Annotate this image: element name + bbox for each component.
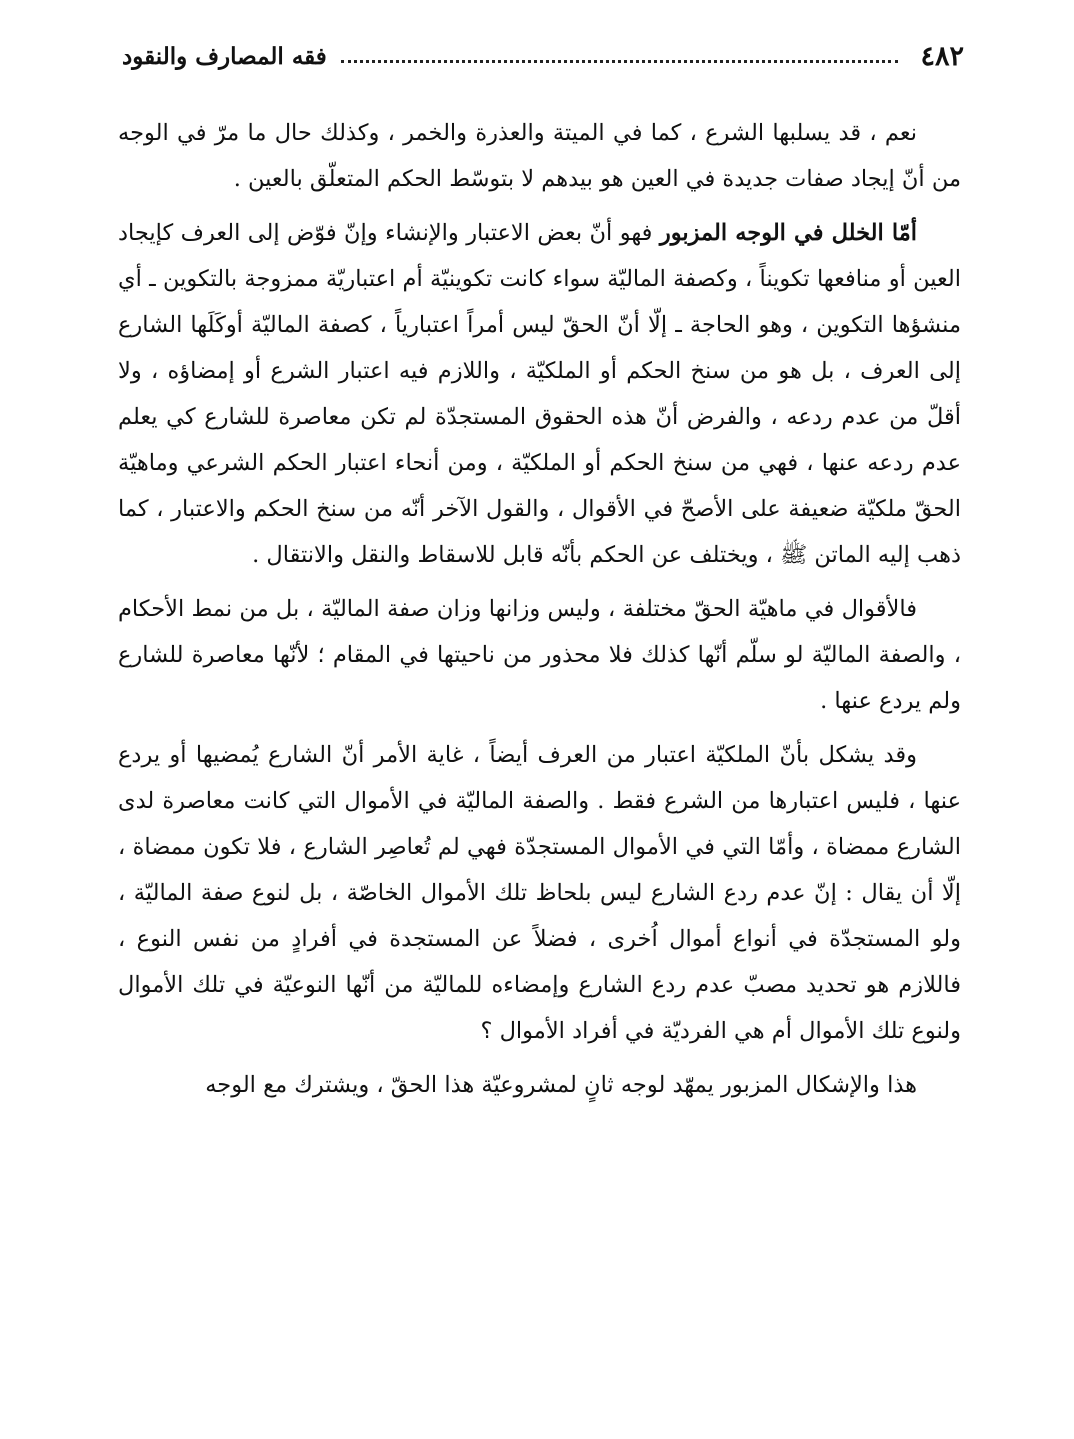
paragraph-4-text: وقد يشكل بأنّ الملكيّة اعتبار من العرف أيضاً ، غاية الأمر أنّ الشارع يُمضيها أو يردع عنها ، فليس اعتبارها من الشرع فقط . والصفة الماليّة في الأموال التي كانت معاصرة لدى الشارع ممضاة ، وأمّا التي في الأموال المستجدّة فهي لم تُعاصِر الشارع ، فلا تكون ممضاة ، إلّا أن يقال : إنّ عدم ردع الشارع ليس بلحاظ تلك الأموال الخاصّة ، بل لنوع صفة الماليّة ، ولو المستجدّة في أنواع أموال اُخرى ، فضلاً عن المستجدة في أفرادٍ من نفس النوع ، فاللازم هو تحديد مصبّ عدم ردع الشارع وإمضاءه للماليّة من أنّها النوعيّة في تلك الأموال ولنوع تلك الأموال أم هي الفرديّة في أفراد الأموال ؟ (118, 742, 961, 1044)
paragraph-3-text: فالأقوال في ماهيّة الحقّ مختلفة ، وليس وزانها وزان صفة الماليّة ، بل من نمط الأحكام ، والصفة الماليّة لو سلّم أنّها كذلك فلا محذور من ناحيتها في المقام ؛ لأنّها معاصرة للشارع ولم يردع عنها . (118, 596, 961, 714)
paragraph-1 (118, 110, 961, 202)
paragraph-3 (118, 586, 961, 724)
paragraph-4 (118, 732, 961, 1054)
running-title: فقه المصارف والنقود (122, 42, 327, 70)
paragraph-5 (118, 1062, 961, 1108)
page-header (122, 36, 964, 76)
paragraph-2 (118, 210, 961, 578)
paragraph-1-text: نعم ، قد يسلبها الشرع ، كما في الميتة والعذرة والخمر ، وكذلك حال ما مرّ في الوجه من أنّ إيجاد صفات جديدة في العين هو بيدهم لا بتوسّط الحكم المتعلّق بالعين . (118, 120, 961, 192)
paragraph-2-text: فهو أنّ بعض الاعتبار والإنشاء وإنّ فوّض إلى العرف كإيجاد العين أو منافعها تكويناً ، وكصفة الماليّة سواء كانت تكوينيّة أم اعتباريّة ممزوجة بالتكوين ـ أي منشؤها التكوين ، وهو الحاجة ـ إلّا أنّ الحقّ ليس أمراً اعتبارياً ، كصفة الماليّة أوكَلَها الشارع إلى العرف ، بل هو من سنخ الحكم أو الملكيّة ، واللازم فيه اعتبار الشرع أو إمضاؤه ، ولا أقلّ من عدم ردعه ، والفرض أنّ هذه الحقوق المستجدّة لم تكن معاصرة للشارع كي يعلم عدم ردعه عنها ، فهي من سنخ الحكم أو الملكيّة ، ومن أنحاء اعتبار الحكم الشرعي وماهيّة الحقّ ملكيّة ضعيفة على الأصحّ في الأقوال ، والقول الآخر أنّه من سنخ الحكم والاعتبار ، كما ذهب إليه الماتن ﷺ ، ويختلف عن الحكم بأنّه قابل للاسقاط والنقل والانتقال . (118, 220, 961, 568)
header-dotted-leader (341, 60, 899, 63)
page-number: ٤٨٢ (920, 40, 964, 72)
paragraph-2-lead: أمّا الخلل في الوجه المزبور (659, 220, 917, 246)
body-text (118, 110, 961, 1116)
paragraph-5-text: هذا والإشكال المزبور يمهّد لوجه ثانٍ لمشروعيّة هذا الحقّ ، ويشترك مع الوجه (205, 1072, 917, 1098)
